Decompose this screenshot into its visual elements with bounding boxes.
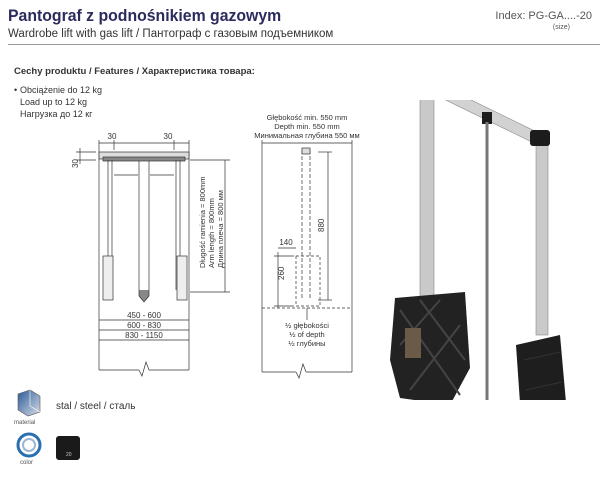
material-icon <box>14 388 44 418</box>
dim-140: 140 <box>279 238 293 247</box>
depth-min-ru: Минимальная глубина 550 мм <box>254 131 360 140</box>
size-note: (size) <box>552 24 570 31</box>
product-photo <box>390 100 568 400</box>
load-pl: Obciążenie do 12 kg <box>20 85 103 95</box>
features-heading: Cechy produktu / Features / Характеристика товара: <box>14 66 255 77</box>
depth-min-en: Depth min. 550 mm <box>274 122 340 131</box>
product-index: Index: PG-GA....-20 <box>495 10 592 22</box>
width-range-3: 830 - 1150 <box>125 331 163 340</box>
arm-length-en: Arm length = 800mm <box>207 198 216 268</box>
bullet-marker: • <box>14 85 18 95</box>
dim-side-30: 30 <box>71 159 80 168</box>
page-subtitle: Wardrobe lift with gas lift / Пантограф с газовым подъемником <box>8 28 334 40</box>
material-icon-label: material <box>14 420 36 426</box>
dim-left-30: 30 <box>107 132 117 141</box>
material-text: stal / steel / сталь <box>56 401 136 412</box>
color-swatch-code: 20 <box>66 452 72 458</box>
technical-drawings <box>0 100 600 400</box>
half-depth-pl: ½ głębokości <box>285 321 329 330</box>
dim-right-30: 30 <box>163 132 173 141</box>
half-depth-ru: ½ глубины <box>288 339 326 348</box>
load-en: Load up to 12 kg <box>20 97 88 107</box>
width-range-1: 450 - 600 <box>127 311 161 320</box>
half-depth-en: ½ of depth <box>289 330 325 339</box>
dim-260: 260 <box>277 266 286 280</box>
header-divider <box>8 44 600 45</box>
load-ru: Нагрузка до 12 кг <box>20 109 93 119</box>
dim-880: 880 <box>317 218 326 232</box>
width-range-2: 600 - 830 <box>127 321 161 330</box>
color-icon-label: color <box>20 460 34 466</box>
page-title: Pantograf z podnośnikiem gazowym <box>8 6 282 25</box>
arm-length-pl: Długość ramienia = 800mm <box>198 176 207 268</box>
depth-min-pl: Głębokość min. 550 mm <box>266 113 348 122</box>
arm-length-ru: Длина плеча = 800 мм <box>216 190 225 268</box>
color-icon <box>16 432 42 458</box>
